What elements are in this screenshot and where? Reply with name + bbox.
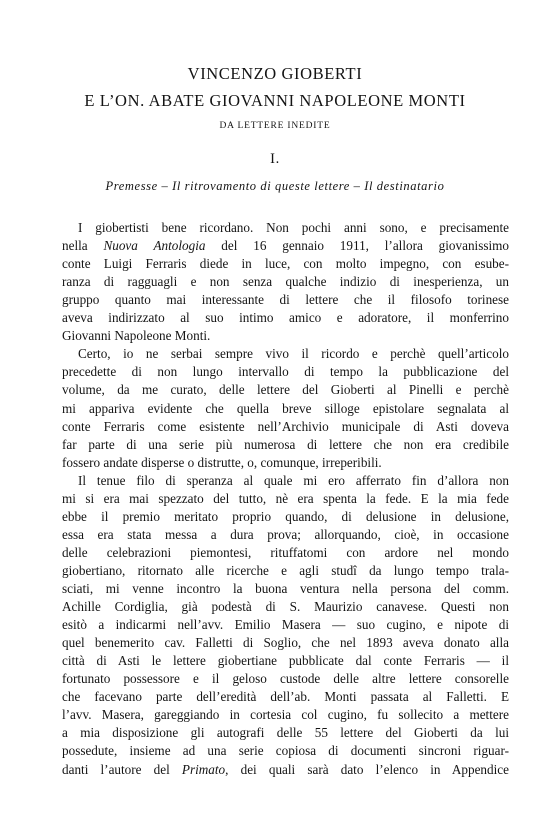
text-line: l’avv. Masera, gareggiando in cortesia col cugino, fu sollecito a mettere bbox=[62, 707, 509, 723]
article-title: VINCENZO GIOBERTI bbox=[187, 64, 363, 83]
text-line: Giovanni Napoleone Monti. bbox=[62, 328, 211, 344]
text-line: conte Luigi Ferraris diede in luce, con molto impegno, con esube- bbox=[62, 256, 509, 272]
text-line: Il tenue filo di speranza al quale mi ero afferrato fin d’allora non bbox=[78, 472, 509, 488]
text-line: delle celebrazioni piemontesi, rituffatomi con ardore nel mondo bbox=[62, 544, 509, 560]
text-line: Certo, io ne serbai sempre vivo il ricordo e perchè quell’articolo bbox=[78, 346, 509, 362]
text-line: mi appariva evidente che quella breve silloge epistolare segnalata al bbox=[62, 400, 509, 416]
text-segment: danti l’autore del bbox=[62, 761, 182, 777]
article-subtitle: DA LETTERE INEDITE bbox=[219, 121, 331, 131]
text-line: città di Asti le lettere giobertiane pubblicate dal conte Ferraris — il bbox=[62, 653, 509, 669]
section-summary: Premesse – Il ritrovamento di queste lettere – Il destinatario bbox=[105, 179, 445, 193]
italic-title: Nuova Antologia bbox=[103, 238, 206, 254]
text-line: I giobertisti bene ricordano. Non pochi anni sono, e precisamente bbox=[78, 220, 509, 235]
text-line: possedute, insieme ad una serie copiosa di documenti sincroni riguar- bbox=[62, 743, 509, 759]
text-line: esitò a indicarmi nell’avv. Emilio Masera — suo cugino, e nipote di bbox=[62, 617, 509, 633]
text-line bbox=[62, 761, 509, 779]
text-line: quel benemerito cav. Falletti di Soglio, che nel 1893 aveva donato alla bbox=[62, 635, 509, 651]
text-line: essa era stata messa a dura prova; allorquando, cioè, in occasione bbox=[62, 526, 509, 542]
italic-title: Primato bbox=[181, 761, 226, 777]
text-line: aveva indirizzato al suo intimo amico e adoratore, il monferrino bbox=[62, 310, 509, 326]
text-line: fossero andate disperse o distrutte, o, comunque, irreperibili. bbox=[62, 454, 382, 470]
text-line: precedette di non lungo intervallo di tempo la pubblicazione del bbox=[62, 364, 509, 380]
text-segment: nella bbox=[62, 238, 104, 254]
article-title-line-2: E L’ON. ABATE GIOVANNI NAPOLEONE MONTI bbox=[84, 91, 466, 110]
text-line: gruppo quanto mai interessante di lettere che il filosofo torinese bbox=[62, 292, 509, 308]
text-segment: del 16 gennaio 1911, l’allora giovanissimo bbox=[205, 238, 509, 254]
text-line: conte Ferraris come esistente nell’Archivio municipale di Asti doveva bbox=[62, 418, 509, 434]
text-line: ebbe il premio meritato proprio quando, di delusione in delusione, bbox=[62, 508, 509, 524]
text-line: che facevano parte dell’eredità dell’ab. Monti passata al Falletti. E bbox=[62, 689, 509, 705]
section-number: I. bbox=[270, 151, 280, 167]
text-line: giobertiano, ritornato alle ricerche e agli studî da lungo tempo trala- bbox=[62, 562, 509, 578]
text-line: mi si era mai spezzato del tutto, nè era spenta la fede. E la mia fede bbox=[62, 490, 509, 506]
text-line: volume, da me curato, delle lettere del Gioberti al Pinelli e perchè bbox=[62, 382, 509, 398]
text-segment: , dei quali sarà dato l’elenco in Appendice bbox=[225, 761, 509, 777]
text-line bbox=[62, 237, 509, 255]
text-line: ranza di ragguagli e non senza qualche indizio di inesperienza, un bbox=[62, 274, 509, 290]
text-line: sciati, mi venne incontro la buona ventura nella persona del comm. bbox=[62, 581, 509, 596]
text-line: far parte di una serie più numerosa di lettere che non era credibile bbox=[62, 436, 509, 452]
text-line: Achille Cordiglia, già podestà di S. Maurizio canavese. Questi non bbox=[62, 599, 509, 615]
text-line: fortunato possessore e il geloso custode delle altre lettere consorelle bbox=[62, 671, 509, 687]
text-line: a mia disposizione gli autografi delle 55 lettere del Gioberti da lui bbox=[62, 725, 509, 741]
